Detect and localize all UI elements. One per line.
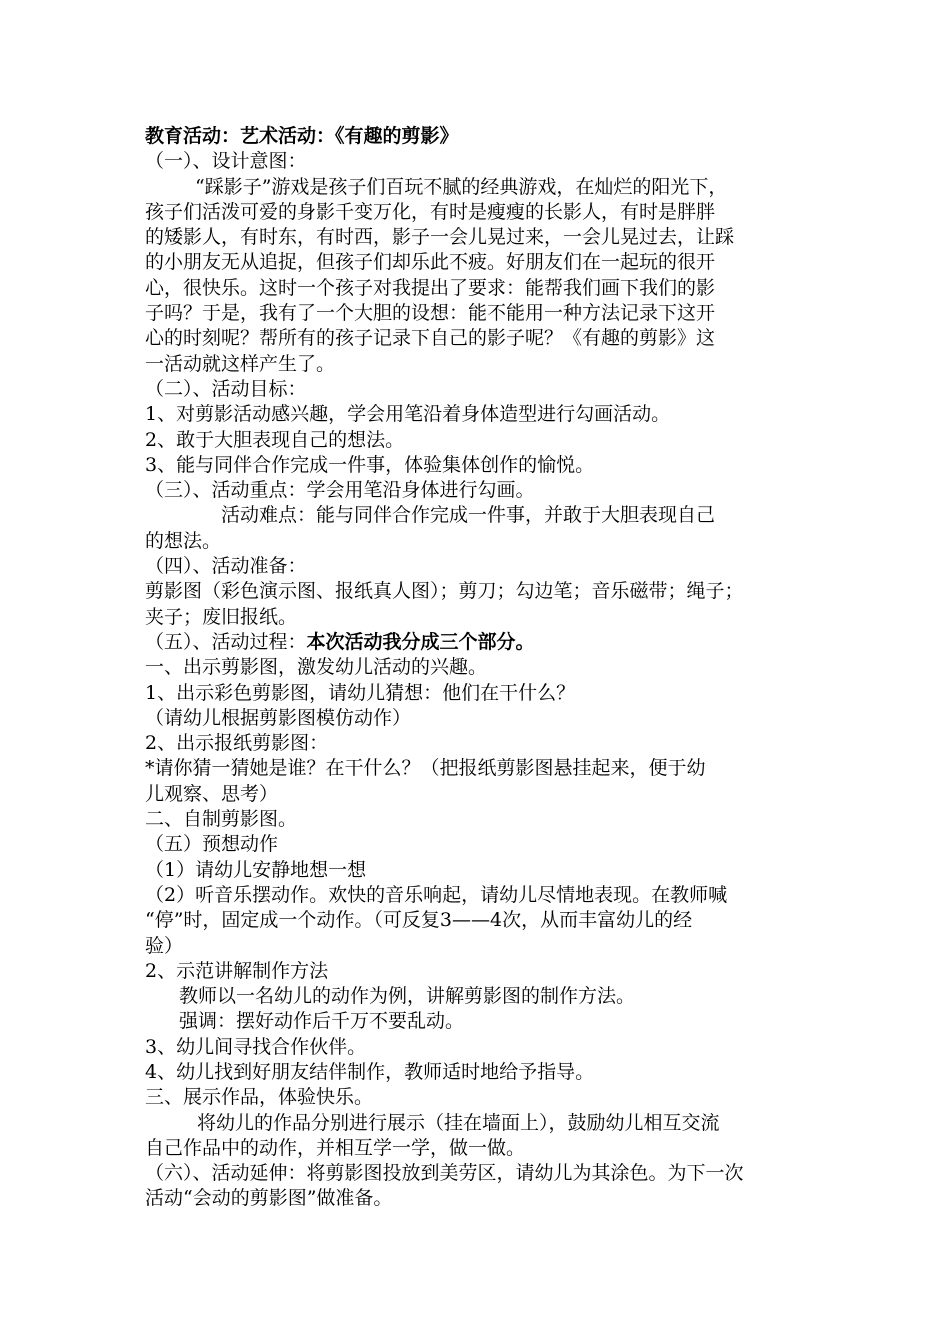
materials-line: 剪影图（彩色演示图、报纸真人图）；剪刀；勾边笔；音乐磁带；绳子；	[145, 580, 744, 603]
paragraph-line: 将幼儿的作品分别进行展示（挂在墙面上），鼓励幼儿相互交流	[197, 1111, 720, 1134]
list-item: 1、出示彩色剪影图，请幼儿猜想：他们在干什么？	[145, 681, 576, 704]
list-item: 2、示范讲解制作方法	[145, 959, 329, 982]
goal-item: 3、能与同伴合作完成一件事，体验集体创作的愉悦。	[145, 453, 595, 476]
materials-line: 夹子；废旧报纸。	[145, 605, 298, 628]
part-1-heading: 一、出示剪影图，激发幼儿活动的兴趣。	[145, 656, 488, 679]
goal-item: 1、对剪影活动感兴趣，学会用笔沿着身体造型进行勾画活动。	[145, 403, 671, 426]
list-item: 2、出示报纸剪影图：	[145, 732, 329, 755]
list-item-detail: 强调：摆好动作后千万不要乱动。	[179, 1010, 465, 1033]
section-5-heading-label: （五）、活动过程：	[145, 630, 307, 653]
list-item-question-cont: 儿观察、思考）	[145, 782, 279, 805]
step-item: （1）请幼儿安静地想一想	[145, 858, 367, 881]
list-item-question: *请你猜一猜她是谁？在干什么？（把报纸剪影图悬挂起来，便于幼	[145, 757, 706, 780]
step-item: （2）听音乐摆动作。欢快的音乐响起，请幼儿尽情地表现。在教师喊	[145, 883, 728, 906]
paragraph-line: 自己作品中的动作，并相互学一学，做一做。	[145, 1136, 526, 1159]
paragraph-line: 一活动就这样产生了。	[145, 352, 336, 375]
section-4-heading: （四）、活动准备：	[145, 555, 307, 578]
section-6-line: 活动“会动的剪影图”做准备。	[145, 1187, 393, 1210]
section-2-heading: （二）、活动目标：	[145, 377, 307, 400]
paragraph-line: 的小朋友无从追捉，但孩子们却乐此不疲。好朋友们在一起玩的很开	[145, 251, 716, 274]
paragraph-line: 子吗？于是，我有了一个大胆的设想：能不能用一种方法记录下这开	[145, 302, 716, 325]
paragraph-line: 孩子们活泼可爱的身影千变万化，有时是瘦瘦的长影人，有时是胖胖	[145, 200, 716, 223]
section-6-line: （六）、活动延伸：将剪影图投放到美劳区，请幼儿为其涂色。为下一次	[145, 1162, 744, 1185]
goal-item: 2、敢于大胆表现自己的想法。	[145, 428, 405, 451]
list-item-note: （请幼儿根据剪影图模仿动作）	[145, 706, 412, 729]
paragraph-line: 的矮影人，有时东，有时西，影子一会儿晃过来，一会儿晃过去，让踩	[145, 226, 735, 249]
section-5-heading-emphasis: 本次活动我分成三个部分。	[306, 630, 535, 653]
section-1-heading: （一）、设计意图：	[145, 150, 307, 173]
paragraph-line: “踩影子”游戏是孩子们百玩不腻的经典游戏，在灿烂的阳光下，	[195, 175, 728, 198]
part-3-heading: 三、展示作品，体验快乐。	[145, 1086, 374, 1109]
sub-heading: （五）预想动作	[145, 833, 279, 856]
section-3-heading: （三）、活动重点：学会用笔沿身体进行勾画。	[145, 479, 535, 502]
activity-difficulty: 活动难点：能与同伴合作完成一件事，并敢于大胆表现自己	[221, 504, 716, 527]
list-item: 3、幼儿间寻找合作伙伴。	[145, 1035, 367, 1058]
step-item-cont: “停”时，固定成一个动作。（可反复3——4次，从而丰富幼儿的经	[145, 909, 693, 932]
step-item-cont: 验）	[145, 934, 184, 957]
document-body	[145, 124, 820, 1212]
paragraph-line: 心的时刻呢？帮所有的孩子记录下自己的影子呢？《有趣的剪影》这	[145, 327, 716, 350]
part-2-heading: 二、自制剪影图。	[145, 808, 298, 831]
list-item-detail: 教师以一名幼儿的动作为例，讲解剪影图的制作方法。	[179, 985, 636, 1008]
section-5-heading	[145, 630, 820, 655]
paragraph-line: 心，很快乐。这时一个孩子对我提出了要求：能帮我们画下我们的影	[145, 276, 716, 299]
doc-title: 教育活动：艺术活动：《有趣的剪影》	[145, 125, 459, 147]
activity-difficulty-cont: 的想法。	[145, 529, 222, 552]
list-item: 4、幼儿找到好朋友结伴制作，教师适时地给予指导。	[145, 1060, 595, 1083]
